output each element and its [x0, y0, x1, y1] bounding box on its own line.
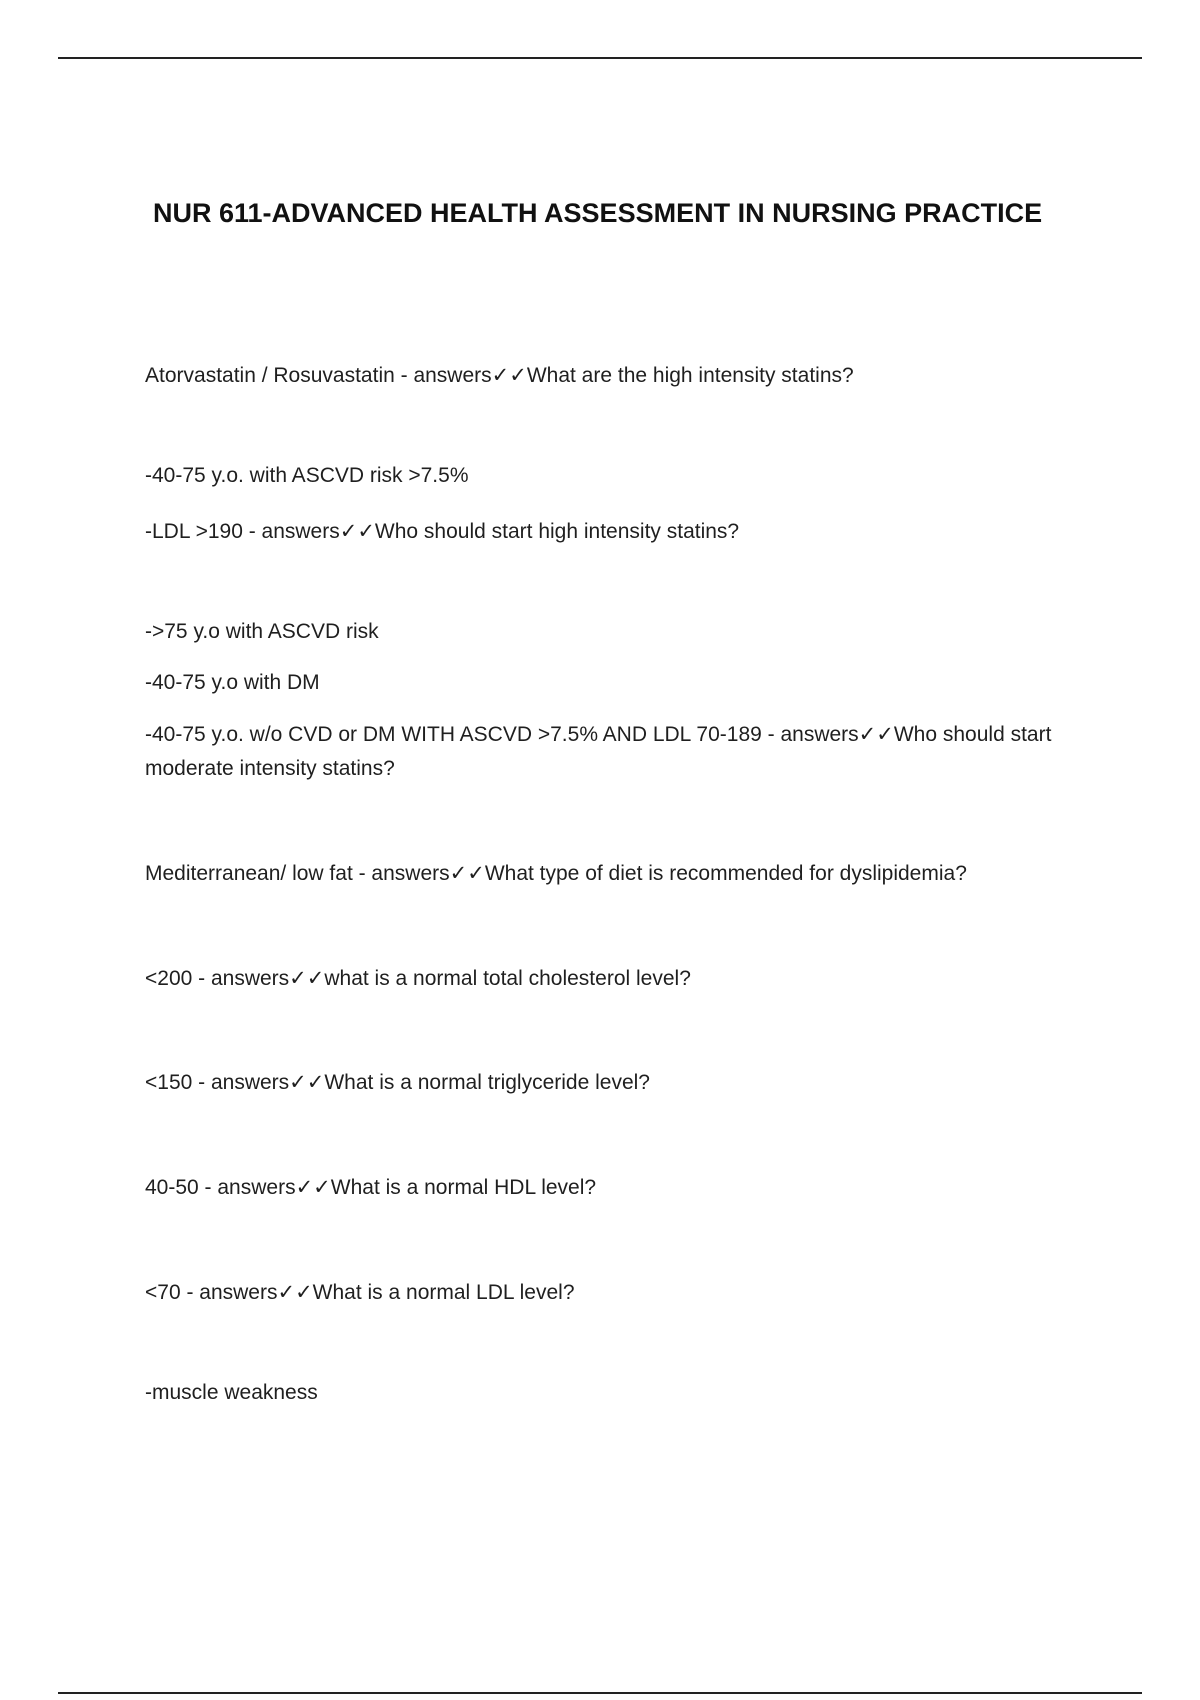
qa-line-moderate-intensity-cont: moderate intensity statins? [145, 757, 395, 780]
qa-line-total-cholesterol: <200 - answers✓✓what is a normal total cholesterol level? [145, 967, 691, 990]
qa-line-dm: -40-75 y.o with DM [145, 671, 320, 694]
qa-line-over-75: ->75 y.o with ASCVD risk [145, 620, 379, 643]
qa-line-ldl-190: -LDL >190 - answers✓✓Who should start high intensity statins? [145, 520, 740, 543]
qa-line-high-intensity-statins: Atorvastatin / Rosuvastatin - answers✓✓What are the high intensity statins? [145, 364, 854, 387]
qa-line-hdl: 40-50 - answers✓✓What is a normal HDL level? [145, 1176, 597, 1199]
qa-line-triglyceride: <150 - answers✓✓What is a normal triglyceride level? [145, 1071, 650, 1094]
top-divider [58, 57, 1142, 59]
qa-line-diet: Mediterranean/ low fat - answers✓✓What type of diet is recommended for dyslipidemia? [145, 862, 967, 885]
bottom-divider [58, 1692, 1142, 1694]
qa-line-ascvd-risk: -40-75 y.o. with ASCVD risk >7.5% [145, 464, 469, 487]
qa-line-muscle-weakness: -muscle weakness [145, 1381, 318, 1404]
document-title: NUR 611-ADVANCED HEALTH ASSESSMENT IN NURSING PRACTICE [153, 198, 1043, 228]
qa-line-moderate-intensity: -40-75 y.o. w/o CVD or DM WITH ASCVD >7.5% AND LDL 70-189 - answers✓✓Who should start [145, 723, 1052, 746]
qa-line-ldl: <70 - answers✓✓What is a normal LDL level? [145, 1281, 575, 1304]
